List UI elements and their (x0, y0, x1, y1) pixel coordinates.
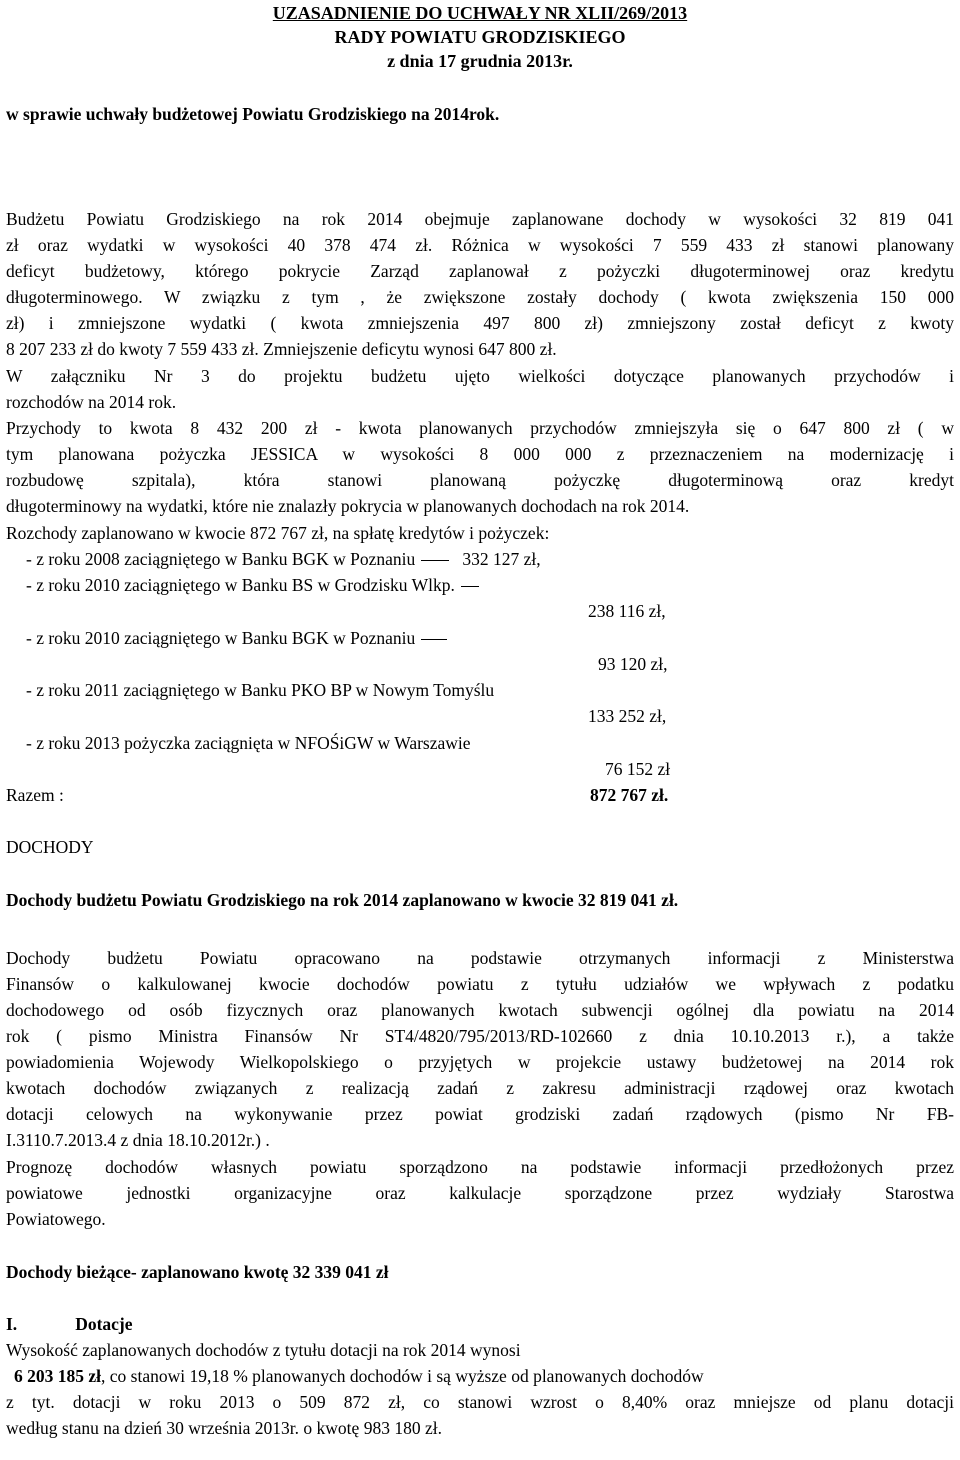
text-line: Przychody to kwota 8 432 200 zł - kwota planowanych przychodów zmniejszyła się o 647 800 zł ( w (6, 418, 954, 438)
text-line: długoterminowego. W związku z tym , że zwiększone zostały dochody ( kwota zwiększenia 150 000 (6, 287, 954, 307)
dochody-summary: Dochody budżetu Powiatu Grodziskiego na rok 2014 zaplanowano w kwocie 32 819 041 zł. (6, 890, 679, 910)
text-line: deficyt budżetowy, którego pokrycie Zarząd zaplanował z pożyczki długoterminowej oraz kredytu (6, 261, 954, 281)
loan-item: - z roku 2013 pożyczka zaciągnięta w NFOŚiGW w Warszawie (26, 733, 471, 753)
text-line: W załączniku Nr 3 do projektu budżetu ujęto wielkości dotyczące planowanych przychodów i (6, 366, 954, 386)
dotacje-line: według stanu na dzień 30 września 2013r. o kwotę 983 180 zł. (6, 1418, 442, 1438)
section-heading: I. Dotacje (6, 1314, 133, 1334)
dash-line (421, 560, 449, 561)
text-line: kwotach dochodów związanych z realizacją zadań z zakresu administracji rządowej oraz kwotach (6, 1078, 954, 1098)
text-line: dochodowego od osób fizycznych oraz planowanych kwotach subwencji ogólnej dla powiatu na 2014 (6, 1000, 954, 1020)
text-line: rozchodów na 2014 rok. (6, 392, 177, 412)
text-line: Budżetu Powiatu Grodziskiego na rok 2014 obejmuje zaplanowane dochody w wysokości 32 819 041 (6, 209, 954, 229)
dotacje-amount: 6 203 185 zł (14, 1366, 102, 1386)
loan-amount: 133 252 zł, (588, 706, 667, 726)
dotacje-line: z tyt. dotacji w roku 2013 o 509 872 zł, co stanowi wzrost o 8,40% oraz mniejsze od planu dotacji (6, 1392, 954, 1412)
loan-item: - z roku 2008 zaciągniętego w Banku BGK w Poznaniu 332 127 zł, (26, 549, 541, 569)
loan-item: - z roku 2010 zaciągniętego w Banku BS w Grodzisku Wlkp. (26, 572, 954, 598)
total-label: Razem : (6, 785, 64, 805)
text-line: dotacji celowych na wykonywanie przez powiat grodziski zadań rządowych (pismo Nr FB- (6, 1104, 954, 1124)
loan-item: - z roku 2011 zaciągniętego w Banku PKO BP w Nowym Tomyślu (26, 680, 495, 700)
loan-amount: 76 152 zł (605, 759, 671, 779)
text-line: zł oraz wydatki w wysokości 40 378 474 zł. Różnica w wysokości 7 559 433 zł stanowi planowany (6, 235, 954, 255)
dash-line (421, 639, 447, 640)
text-line: tym planowana pożyczka JESSICA w wysokości 8 000 000 z przeznaczeniem na modernizację i (6, 444, 954, 464)
dochody-biezace: Dochody bieżące- zaplanowano kwotę 32 339 041 zł (6, 1262, 389, 1282)
loan-amount: 93 120 zł, (598, 654, 668, 674)
text-line: I.3110.7.2013.4 z dnia 18.10.2012r.) . (6, 1130, 270, 1150)
text-line: rok ( pismo Ministra Finansów Nr ST4/4820/795/2013/RD-102660 z dnia 10.10.2013 r.), a także (6, 1026, 954, 1046)
title-line-1: UZASADNIENIE DO UCHWAŁY NR XLII/269/2013 (272, 3, 688, 23)
dash-line (461, 586, 479, 587)
rozchody-intro: Rozchody zaplanowano w kwocie 872 767 zł, na spłatę kredytów i pożyczek: (6, 523, 550, 543)
text-line: Prognozę dochodów własnych powiatu sporządzono na podstawie informacji przedłożonych przez (6, 1157, 954, 1177)
text-line: rozbudowę szpitala), która stanowi planowaną pożyczkę długoterminową oraz kredyt (6, 470, 954, 490)
title-date: z dnia 17 grudnia 2013r. (387, 51, 573, 71)
text-line: długoterminowy na wydatki, które nie znalazły pokrycia w planowanych dochodach na rok 2014. (6, 496, 690, 516)
loan-item: - z roku 2010 zaciągniętego w Banku BGK w Poznaniu (26, 625, 954, 651)
title-line-2: RADY POWIATU GRODZISKIEGO (334, 27, 626, 47)
dotacje-line: Wysokość zaplanowanych dochodów z tytułu dotacji na rok 2014 wynosi (6, 1340, 521, 1360)
dochody-heading: DOCHODY (6, 837, 94, 857)
subject-line: w sprawie uchwały budżetowej Powiatu Grodziskiego na 2014rok. (6, 104, 500, 124)
text-line: Dochody budżetu Powiatu opracowano na podstawie otrzymanych informacji z Ministerstwa (6, 948, 954, 968)
text-line: Powiatowego. (6, 1209, 106, 1229)
text-line: Finansów o kalkulowanej kwocie dochodów powiatu z tytułu udziałów we wpływach z podatku (6, 974, 954, 994)
text-line: 8 207 233 zł do kwoty 7 559 433 zł. Zmniejszenie deficytu wynosi 647 800 zł. (6, 339, 557, 359)
text-line: powiadomienia Wojewody Wielkopolskiego o przyjętych w projekcie ustawy budżetowej na 2014 rok (6, 1052, 954, 1072)
text-line: powiatowe jednostki organizacyjne oraz kalkulacje sporządzone przez wydziały Starostwa (6, 1183, 954, 1203)
text-line: zł) i zmniejszone wydatki ( kwota zmniejszenia 497 800 zł) zmniejszony został deficyt z kwoty (6, 313, 954, 333)
total-amount: 872 767 zł. (590, 785, 669, 805)
dotacje-line: 6 203 185 zł, co stanowi 19,18 % planowanych dochodów i są wyższe od planowanych dochodów (14, 1366, 704, 1386)
loan-amount: 238 116 zł, (588, 601, 666, 621)
